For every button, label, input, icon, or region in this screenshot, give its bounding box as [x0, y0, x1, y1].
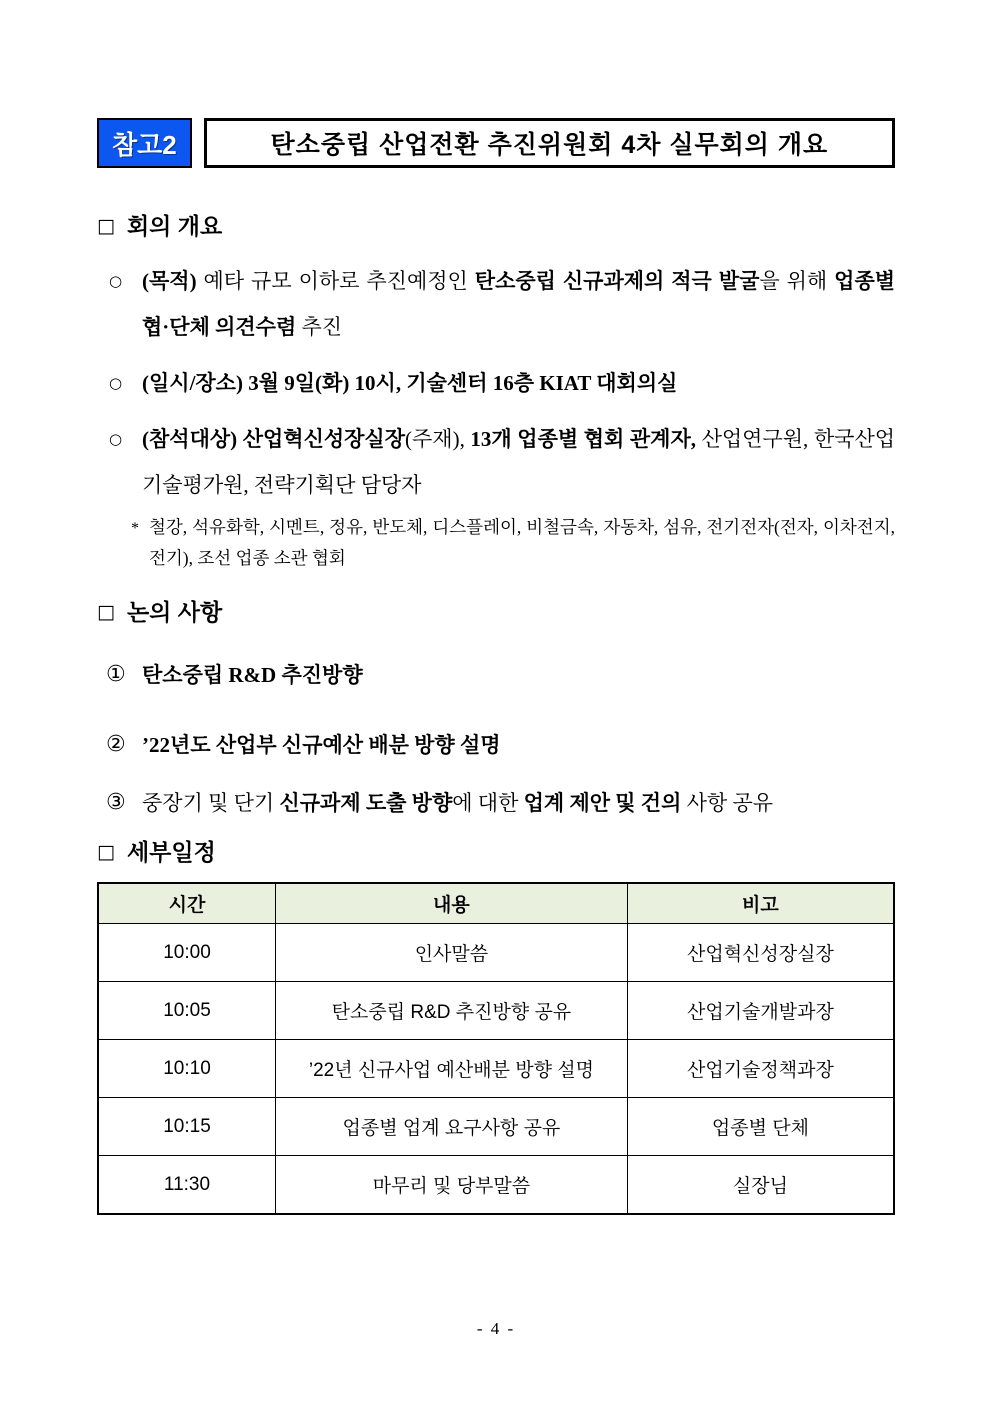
table-header-time: 시간	[98, 883, 276, 924]
text-segment: 탄소중립 R&D 추진방향	[142, 663, 363, 687]
text-segment: 신규과제 도출 방향	[279, 791, 453, 815]
text-segment: 을 위해	[759, 269, 835, 293]
asterisk-icon: *	[131, 520, 139, 537]
discussion-item-2	[97, 722, 895, 768]
text-segment: 업종별 협·단체 의견수렴	[142, 269, 896, 339]
circled-number-icon: ②	[106, 732, 126, 757]
circle-bullet-icon: ○	[109, 430, 123, 448]
table-row	[98, 1156, 894, 1215]
text-segment: 에 대한	[452, 791, 524, 815]
text-segment: (목적)	[142, 269, 197, 293]
cell-note: 산업혁신성장실장	[627, 924, 894, 982]
attendees-bullet	[97, 416, 895, 508]
text-segment: 13개 업종별 협회 관계자,	[470, 427, 697, 451]
text-segment: 추진	[296, 315, 343, 339]
cell-content: 탄소중립 R&D 추진방향 공유	[276, 982, 628, 1040]
discussion-item-3	[97, 780, 895, 826]
cell-time: 10:15	[98, 1098, 276, 1156]
table-row	[98, 1040, 894, 1098]
cell-time: 10:10	[98, 1040, 276, 1098]
document-header	[97, 118, 895, 168]
cell-content: 업종별 업계 요구사항 공유	[276, 1098, 628, 1156]
text-segment: 산업연구원, 한국산업기술평가원, 전략기획단 담당자	[142, 427, 896, 497]
text-segment: 업계 제안 및 건의	[523, 791, 682, 815]
datetime-venue-bullet	[97, 360, 895, 406]
cell-note: 산업기술정책과장	[627, 1040, 894, 1098]
circle-bullet-icon: ○	[109, 272, 123, 290]
circled-number-icon: ③	[106, 790, 126, 815]
heading-label: 회의 개요	[126, 213, 223, 239]
cell-note: 업종별 단체	[627, 1098, 894, 1156]
cell-time: 11:30	[98, 1156, 276, 1215]
text-segment: 탄소중립 신규과제의 적극 발굴	[474, 269, 760, 293]
heading-label: 논의 사항	[126, 599, 223, 625]
reference-badge: 참고2	[97, 118, 192, 168]
discussion-item-1	[97, 652, 895, 698]
table-row	[98, 924, 894, 982]
text-segment: (주재),	[405, 427, 471, 451]
table-row	[98, 982, 894, 1040]
text-segment: (참석대상) 산업혁신성장실장	[142, 427, 406, 451]
cell-note: 산업기술개발과장	[627, 982, 894, 1040]
circle-bullet-icon: ○	[109, 374, 123, 392]
table-row	[98, 1098, 894, 1156]
square-bullet-icon: □	[97, 215, 115, 237]
square-bullet-icon: □	[97, 841, 115, 863]
cell-time: 10:00	[98, 924, 276, 982]
text-segment: 중장기 및 단기	[142, 791, 280, 815]
table-header-note: 비고	[627, 883, 894, 924]
heading-label: 세부일정	[126, 839, 216, 865]
table-header-row	[98, 883, 894, 924]
page-number: - 4 -	[476, 1319, 516, 1338]
text-segment: 예타 규모 이하로 추진예정인	[196, 269, 475, 293]
circled-number-icon: ①	[106, 662, 126, 687]
text-segment: 사항 공유	[681, 791, 774, 815]
discussion-heading	[97, 598, 895, 626]
schedule-table	[97, 882, 895, 1215]
cell-content: 마무리 및 당부말씀	[276, 1156, 628, 1215]
text-segment: (일시/장소) 3월 9일(화) 10시, 기술센터 16층 KIAT 대회의실	[142, 371, 678, 395]
industries-footnote	[97, 512, 895, 574]
footnote-text: 철강, 석유화학, 시멘트, 정유, 반도체, 디스플레이, 비철금속, 자동차, 섬유, 전기전자(전자, 이차전지, 전기), 조선 업종 소관 협회	[149, 517, 895, 568]
square-bullet-icon: □	[97, 601, 115, 623]
purpose-bullet	[97, 258, 895, 350]
table-header-content: 내용	[276, 883, 628, 924]
meeting-overview-heading	[97, 212, 895, 240]
text-segment: ’22년도 산업부 신규예산 배분 방향 설명	[142, 733, 501, 757]
cell-time: 10:05	[98, 982, 276, 1040]
cell-note: 실장님	[627, 1156, 894, 1215]
cell-content: 인사말씀	[276, 924, 628, 982]
schedule-heading	[97, 838, 895, 866]
document-title: 탄소중립 산업전환 추진위원회 4차 실무회의 개요	[204, 118, 895, 168]
cell-content: ’22년 신규사업 예산배분 방향 설명	[276, 1040, 628, 1098]
